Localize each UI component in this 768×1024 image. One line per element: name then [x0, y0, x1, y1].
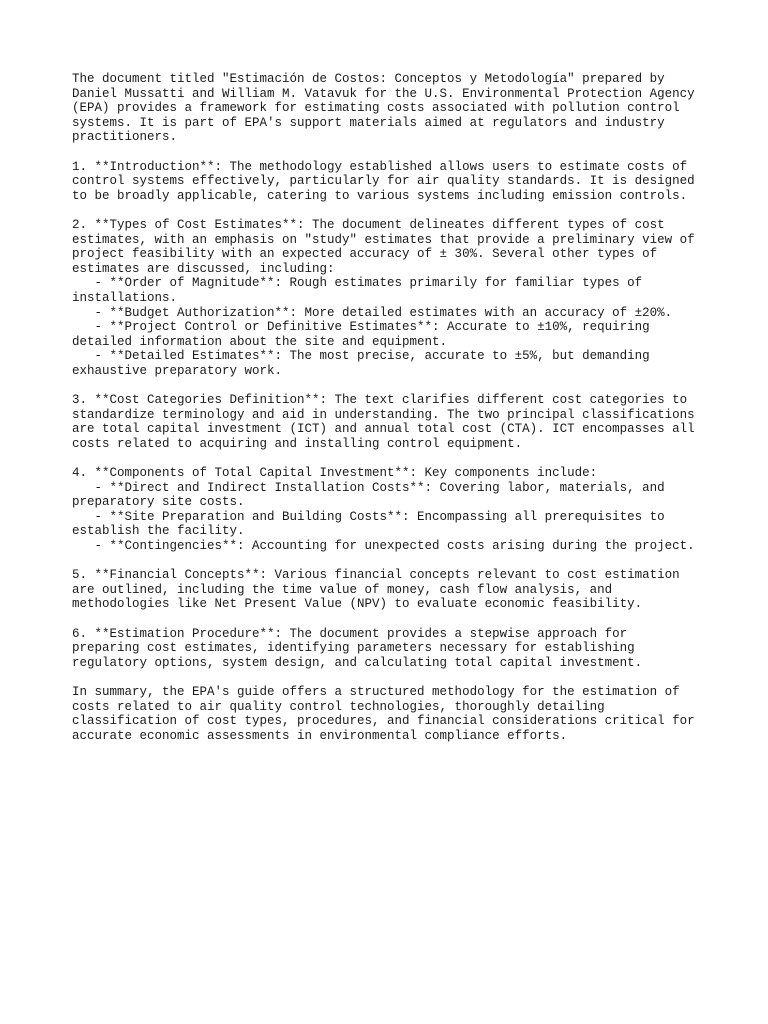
bullet-line: - **Contingencies**: Accounting for unexpected costs arising during the project.: [72, 539, 695, 553]
text-line: detailed information about the site and equipment.: [72, 334, 448, 349]
section-financial-concepts: [72, 568, 712, 612]
text-line: Daniel Mussatti and William M. Vatavuk for the U.S. Environmental Protection Agency: [72, 86, 695, 101]
text-line: estimates, with an emphasis on "study" estimates that provide a preliminary view of: [72, 232, 695, 247]
bullet-line: - **Budget Authorization**: More detailed estimates with an accuracy of ±20%.: [72, 305, 673, 320]
text-line: 5. **Financial Concepts**: Various financial concepts relevant to cost estimation: [72, 568, 680, 583]
text-line: 4. **Components of Total Capital Investment**: Key components include:: [72, 466, 598, 481]
text-line: standardize terminology and aid in understanding. The two principal classifications: [72, 407, 695, 422]
text-line: costs related to air quality control technologies, thoroughly detailing: [72, 699, 605, 714]
text-line: regulatory options, system design, and calculating total capital investment.: [72, 655, 643, 670]
text-line: systems. It is part of EPA's support materials aimed at regulators and industry: [72, 115, 665, 130]
text-line: establish the facility.: [72, 524, 245, 539]
section-estimation-procedure: [72, 627, 712, 671]
text-line: preparing cost estimates, identifying parameters necessary for establishing: [72, 641, 635, 656]
text-line: costs related to acquiring and installing control equipment.: [72, 436, 523, 451]
text-line: (EPA) provides a framework for estimating costs associated with pollution control: [72, 101, 680, 116]
text-line: estimates are discussed, including:: [72, 261, 335, 276]
intro-paragraph: [72, 72, 712, 145]
section-types-of-cost-estimates: [72, 218, 712, 379]
text-line: are total capital investment (ICT) and annual total cost (CTA). ICT encompasses all: [72, 422, 695, 437]
text-line: practitioners.: [72, 130, 178, 145]
bullet-line: - **Detailed Estimates**: The most precise, accurate to ±5%, but demanding: [72, 349, 650, 364]
text-line: 2. **Types of Cost Estimates**: The document delineates different types of cost: [72, 217, 665, 232]
document-page: [72, 72, 712, 758]
text-line: methodologies like Net Present Value (NPV) to evaluate economic feasibility.: [72, 597, 643, 612]
section-cost-categories: [72, 393, 712, 451]
section-introduction: [72, 160, 712, 204]
text-line: preparatory site costs.: [72, 495, 245, 510]
text-line: are outlined, including the time value of money, cash flow analysis, and: [72, 582, 613, 597]
bullet-line: - **Direct and Indirect Installation Costs**: Covering labor, materials, and: [72, 480, 665, 495]
text-line: to be broadly applicable, catering to various systems including emission controls.: [72, 188, 688, 203]
bullet-line: - **Site Preparation and Building Costs**: Encompassing all prerequisites to: [72, 509, 665, 524]
text-line: classification of cost types, procedures, and financial considerations critical for: [72, 714, 695, 729]
text-line: 3. **Cost Categories Definition**: The text clarifies different cost categories to: [72, 393, 688, 408]
text-line: exhaustive preparatory work.: [72, 363, 283, 378]
text-line: 1. **Introduction**: The methodology established allows users to estimate costs of: [72, 159, 688, 174]
text-line: The document titled "Estimación de Costos: Conceptos y Metodología" prepared by: [72, 72, 665, 86]
bullet-line: - **Order of Magnitude**: Rough estimates primarily for familiar types of: [72, 276, 643, 291]
text-line: In summary, the EPA's guide offers a structured methodology for the estimation of: [72, 684, 680, 699]
bullet-line: - **Project Control or Definitive Estimates**: Accurate to ±10%, requiring: [72, 320, 650, 335]
text-line: 6. **Estimation Procedure**: The document provides a stepwise approach for: [72, 626, 628, 641]
summary-paragraph: [72, 685, 712, 743]
text-line: project feasibility with an expected accuracy of ± 30%. Several other types of: [72, 247, 658, 262]
section-total-capital-investment: [72, 466, 712, 554]
text-line: installations.: [72, 290, 178, 305]
text-line: accurate economic assessments in environmental compliance efforts.: [72, 728, 568, 743]
text-line: control systems effectively, particularly for air quality standards. It is designed: [72, 174, 695, 189]
